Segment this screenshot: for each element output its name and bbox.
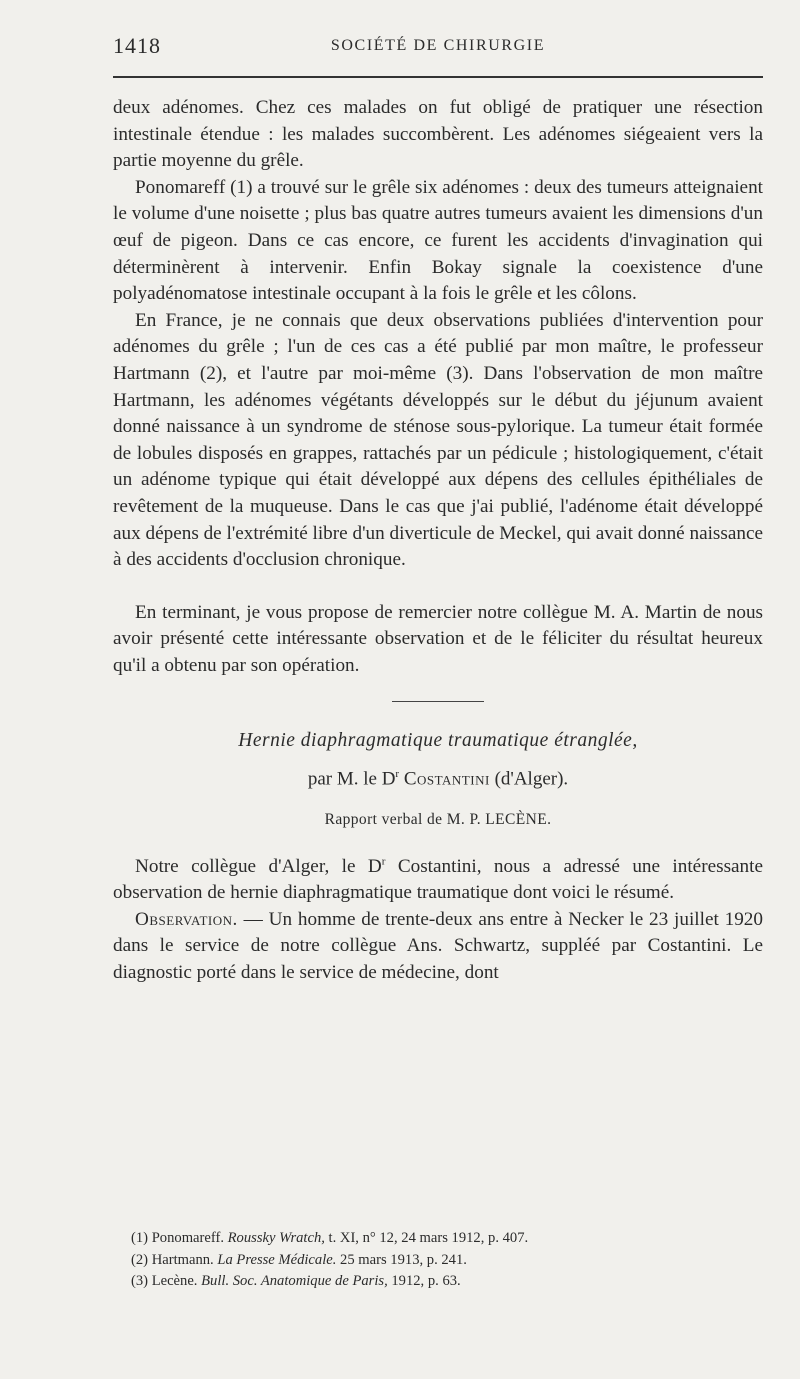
footnote-author: Ponomareff. bbox=[151, 1230, 224, 1246]
footnote-journal: Roussky Wratch, bbox=[227, 1230, 325, 1246]
author-suffix: (d'Alger). bbox=[489, 768, 569, 790]
page-header bbox=[113, 30, 763, 60]
footnote-mark: (3) bbox=[131, 1273, 149, 1289]
footnote-rest: 1912, p. 63. bbox=[387, 1273, 461, 1289]
article-p1-sup: r bbox=[381, 855, 386, 868]
paragraph-4: En terminant, je vous propose de remercier notre collègue M. A. Martin de nous avoir présenté cette intéressante observation et de le féliciter du résultat heureux qu'il a obtenu par son opération. bbox=[113, 601, 763, 676]
article-p1-a: Notre collègue d'Alger, le D bbox=[135, 855, 382, 877]
running-title: SOCIÉTÉ DE CHIRURGIE bbox=[330, 37, 546, 54]
section-gap bbox=[113, 574, 763, 600]
main-text bbox=[113, 95, 763, 987]
header-rule bbox=[113, 76, 763, 78]
footnote-rest: t. XI, n° 12, 24 mars 1912, p. 407. bbox=[324, 1230, 529, 1246]
article-title: Hernie diaphragmatique traumatique étranglée, bbox=[238, 730, 638, 752]
footnotes bbox=[113, 1228, 763, 1293]
footnote-rest: 25 mars 1913, p. 241. bbox=[336, 1251, 467, 1268]
footnote-mark: (1) bbox=[131, 1230, 149, 1246]
footnote-author: Lecène. bbox=[151, 1273, 198, 1289]
author-name: Costantini bbox=[403, 768, 490, 790]
observation-text: — Un homme de trente-deux ans entre à Necker le 23 juillet 1920 dans le service de notre collègue Ans. Schwartz, suppléé par Costantini. Le diagnostic porté dans le service de médecine, dont bbox=[113, 908, 763, 983]
section-divider bbox=[392, 701, 484, 702]
page-number: 1418 bbox=[113, 33, 161, 58]
rapport-line: Rapport verbal de M. P. LECÈNE. bbox=[324, 810, 552, 828]
article-paragraph-2 bbox=[113, 907, 763, 987]
article-paragraph-1 bbox=[113, 854, 763, 907]
footnote-journal: La Presse Médicale. bbox=[217, 1251, 337, 1268]
footnote-journal: Bull. Soc. Anatomique de Paris, bbox=[201, 1273, 388, 1289]
article-p1-b: Costantini, nous a adressé une intéressante observation de hernie diaphragmatique traumatique dont voici le résumé. bbox=[113, 855, 763, 904]
author-sup: r bbox=[395, 768, 400, 781]
footnote-mark: (2) bbox=[131, 1251, 149, 1268]
observation-label: Observation. bbox=[135, 908, 238, 930]
paragraph-2: Ponomareff (1) a trouvé sur le grêle six adénomes : deux des tumeurs atteignaient le volume d'une noisette ; plus bas quatre autres tumeurs avaient les dimensions d'un œuf de pigeon. Dans ce cas encore, ce furent les accidents d'invagination qui déterminèrent à intervenir. Enfin Bokay signale la coexistence d'une polyadénomatose intestinale occupant à la fois le grêle et les côlons. bbox=[113, 176, 763, 305]
paragraph-3: En France, je ne connais que deux observations publiées d'intervention pour adénomes du grêle ; l'un de ces cas a été publié par mon maître, le professeur Hartmann (2), et l'autre par moi-même (3). Dans l'observation de mon maître Hartmann, les adénomes végétants développés sur le début du jéjunum avaient donné naissance à un syndrome de sténose sous-pylorique. La tumeur était formée de lobules disposés en grappes, rattachés par un pédicule ; histologiquement, c'était un adénome typique qui était développé aux dépens des cellules épithéliales de revêtement de la muqueuse. Dans le cas que j'ai publié, l'adénome était développé aux dépens de l'extrémité libre d'un diverticule de Meckel, qui avait donné naissance à des accidents d'occlusion chronique. bbox=[113, 309, 763, 571]
footnote-2 bbox=[113, 1250, 763, 1272]
footnote-1 bbox=[113, 1228, 763, 1250]
footnote-3 bbox=[113, 1271, 763, 1293]
article-author bbox=[113, 761, 763, 793]
paragraph-1: deux adénomes. Chez ces malades on fut obligé de pratiquer une résection intestinale étendue : les malades succombèrent. Les adénomes siégeaient vers la partie moyenne du grêle. bbox=[113, 97, 763, 172]
author-prefix: par M. le D bbox=[307, 768, 396, 790]
footnote-author: Hartmann. bbox=[151, 1251, 214, 1268]
